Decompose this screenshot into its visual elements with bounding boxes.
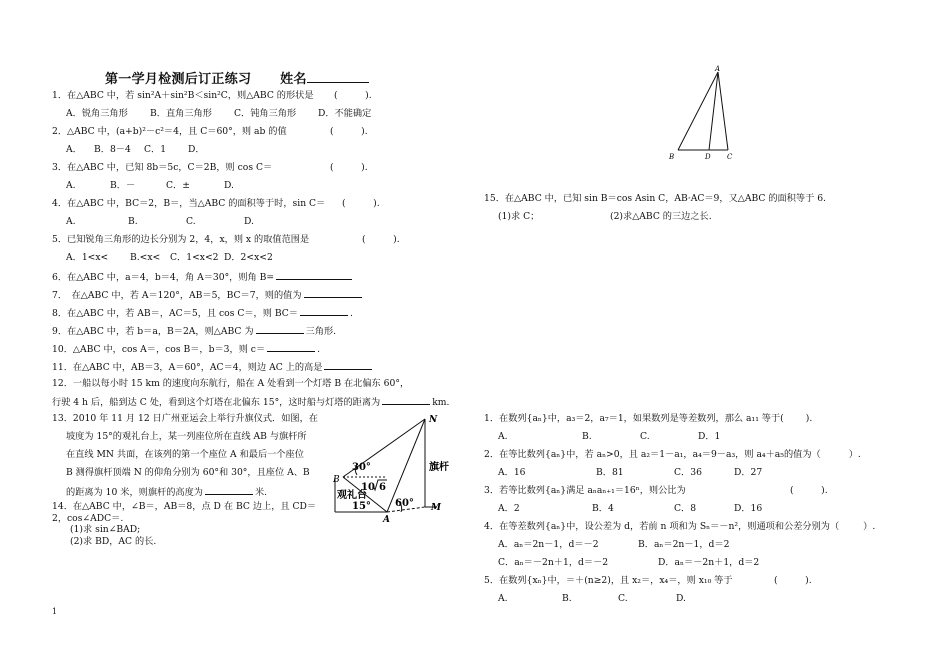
answer-blank-8[interactable] — [300, 306, 348, 316]
question-14-line2: 2，cos∠ADC＝. — [52, 513, 124, 524]
question-15-part1: (1)求 C； — [498, 211, 540, 222]
label-angle-15: 15° — [352, 501, 371, 512]
question-13-line4: B 测得旗杆顶端 N 的仰角分别为 60°和 30°，且座位 A、B — [66, 467, 310, 478]
seq-question-5: 5．在数列{xₙ}中，＝＋(n≥2)，且 x₂＝，x₄＝，则 x₁₀ 等于 ( ). — [484, 575, 812, 586]
title-text: 第一学月检测后订正练习 — [105, 72, 252, 87]
label-sqrt6: 6 — [379, 482, 386, 493]
question-13-line2: 坡度为 15°的观礼台上，某一列座位所在直线 AB 与旗杆所 — [66, 431, 307, 442]
seq-question-5-options: A. B. C. D. — [498, 593, 686, 604]
figure-triangle-abc — [668, 64, 748, 164]
question-1: 1．在△ABC 中，若 sin²A＋sin²B＜sin²C，则△ABC 的形状是 ( ). — [52, 90, 372, 101]
seq-question-4: 4．在等差数列{aₙ}中，设公差为 d，若前 n 项和为 Sₙ＝－n²，则通项和公差分别为（ ）. — [484, 521, 876, 532]
question-15: 15．在△ABC 中，已知 sin B＝cos Asin C，AB·AC＝9，又△ABC 的面积等于 6. — [484, 193, 826, 204]
question-4: 4．在△ABC 中，BC＝2，B＝，当△ABC 的面积等于时，sin C＝ ( ). — [52, 198, 380, 209]
question-15-part2: (2)求△ABC 的三边之长. — [610, 211, 712, 222]
question-2-options: A． B．8－4 C．1 D． — [66, 144, 205, 155]
name-blank[interactable] — [307, 70, 369, 83]
seq-question-4-options-a: A．aₙ＝2n－1，d＝－2 B．aₙ＝2n－1，d＝2 — [498, 539, 730, 550]
label-n: N — [429, 415, 438, 425]
label-angle-60: 60° — [395, 498, 414, 509]
question-3: 3．在△ABC 中，已知 8b＝5c，C＝2B，则 cos C＝ ( ). — [52, 162, 368, 173]
question-14-part2: (2)求 BD，AC 的长. — [70, 536, 157, 547]
answer-blank-9[interactable] — [256, 324, 304, 334]
question-6: 6．在△ABC 中，a＝4，b＝4，角 A＝30°，则角 B= — [52, 270, 354, 284]
seq-question-1-options: A. B. C. D．1 — [498, 431, 721, 442]
question-10: 10．△ABC 中，cos A＝，cos B＝，b＝3，则 c＝ . — [52, 344, 321, 355]
tri-label-c: C — [727, 153, 733, 161]
answer-blank-6[interactable] — [276, 270, 352, 280]
question-13-line5: 的距离为 10 米，则旗杆的高度为 米. — [66, 487, 268, 498]
question-13-line1: 13．2010 年 11 月 12 日广州亚运会上举行升旗仪式．如图，在 — [52, 413, 318, 424]
side-ab — [678, 72, 718, 150]
question-12-line1: 12．一船以每小时 15 km 的速度向东航行，船在 A 处看到一个灯塔 B 在北偏东 60°， — [52, 378, 410, 389]
label-flagpole: 旗杆 — [429, 462, 449, 473]
question-12-line2: 行驶 4 h 后，船到达 C 处，看到这个灯塔在北偏东 15°，这时船与灯塔的距离为 km. — [52, 397, 450, 408]
figure-flagpole-diagram — [325, 412, 485, 524]
tri-label-b: B — [669, 153, 675, 161]
segment-ad — [709, 72, 718, 150]
label-a: A — [383, 515, 390, 525]
question-4-options: A. B. C. D. — [66, 216, 254, 227]
question-5-options: A．1<x< B.<x< C．1<x<2 D．2<x<2 — [66, 252, 273, 263]
answer-blank-11[interactable] — [324, 360, 372, 370]
question-14-line1: 14．在△ABC 中，∠B＝，AB＝8，点 D 在 BC 边上，且 CD＝ — [52, 501, 317, 512]
question-8: 8．在△ABC 中，若 AB＝，AC＝5，且 cos C＝，则 BC＝ . — [52, 308, 353, 319]
seq-question-3-options: A．2 B．4 C．8 D．16 — [498, 503, 763, 514]
label-angle-30: 30° — [352, 462, 371, 473]
label-m: M — [431, 503, 441, 513]
seq-question-2: 2．在等比数列{aₙ}中，若 aₙ>0，且 a₂＝1－a₁，a₄＝9－a₃，则 a₄＋a₅的值为（ ）. — [484, 449, 861, 460]
label-stand: 观礼台 — [337, 490, 367, 501]
seq-question-1: 1．在数列{aₙ}中，a₃＝2，a₇＝1，如果数列是等差数列，那么 a₁₁ 等于( ). — [484, 413, 813, 424]
question-1-options: A．锐角三角形 B．直角三角形 C．钝角三角形 D．不能确定 — [66, 108, 372, 119]
question-11: 11．在△ABC 中，AB＝3，A＝60°，AC＝4，则边 AC 上的高是 — [52, 360, 374, 374]
question-9: 9．在△ABC 中，若 b＝a，B＝2A，则△ABC 为 三角形. — [52, 326, 337, 337]
page-number: 1 — [52, 607, 58, 616]
question-2: 2．△ABC 中，(a+b)²－c²＝4，且 C＝60°，则 ab 的值 ( ). — [52, 126, 368, 137]
answer-blank-7[interactable] — [304, 288, 362, 298]
tri-label-d: D — [705, 153, 711, 161]
label-dist: 10 — [361, 482, 375, 493]
question-3-options: A. B．－ C．± D. — [66, 180, 234, 191]
question-5: 5．已知锐角三角形的边长分别为 2，4，x，则 x 的取值范围是 ( ). — [52, 234, 400, 245]
seq-question-4-options-b: C．aₙ＝－2n＋1，d＝－2 D．aₙ＝－2n＋1，d＝2 — [498, 557, 760, 568]
answer-blank-10[interactable] — [267, 342, 315, 352]
answer-blank-12[interactable] — [382, 395, 430, 405]
seq-question-2-options: A．16 B．81 C．36 D．27 — [498, 467, 763, 478]
label-b: B — [333, 475, 340, 485]
question-7: 7． 在△ABC 中，若 A＝120°，AB＝5，BC＝7，则的值为 — [52, 288, 364, 302]
tri-label-a: A — [715, 65, 721, 73]
question-14-part1: (1)求 sin∠BAD; — [70, 524, 141, 535]
side-ac — [718, 72, 728, 150]
name-label: 姓名 — [280, 72, 307, 87]
question-13-line3: 在直线 MN 共面，在该列的第一个座位 A 和最后一个座位 — [66, 449, 304, 460]
seq-question-3: 3．若等比数列{aₙ}满足 aₙaₙ₊₁＝16ⁿ，则公比为 ( ). — [484, 485, 828, 496]
answer-blank-13[interactable] — [205, 485, 253, 495]
page-title — [105, 68, 369, 87]
